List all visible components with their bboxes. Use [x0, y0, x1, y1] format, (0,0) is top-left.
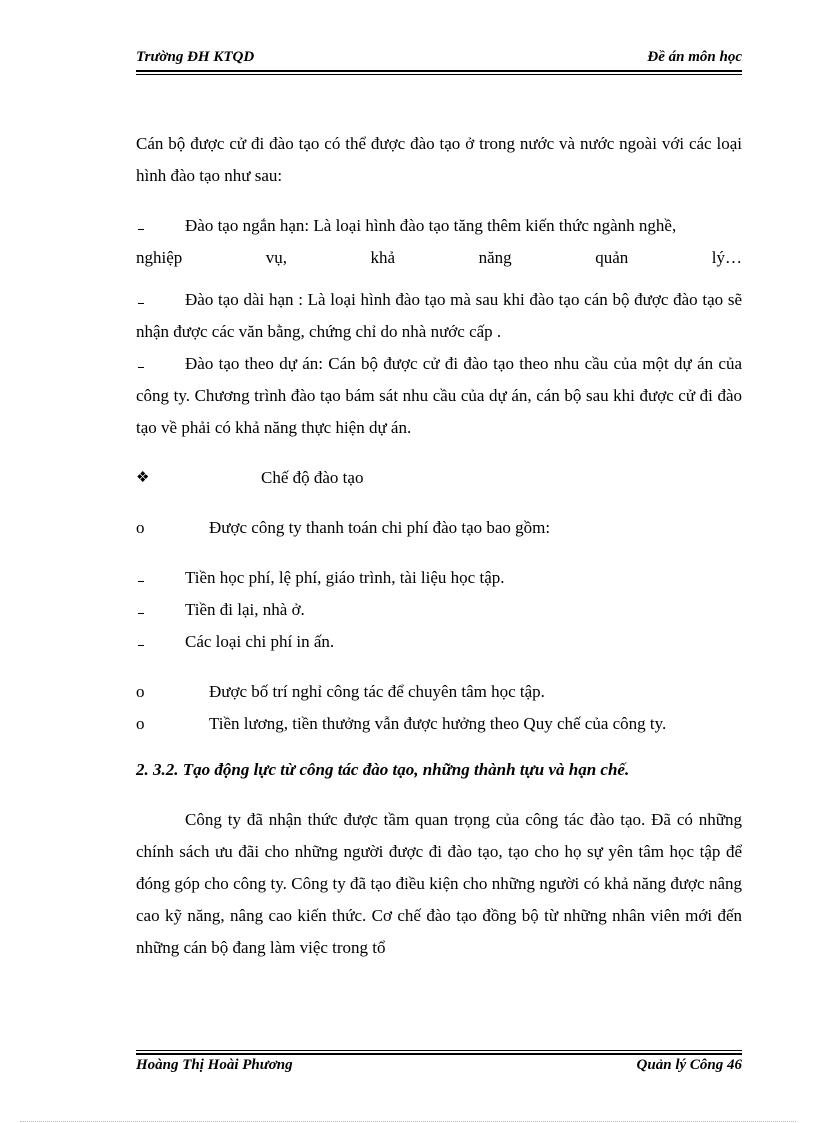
list-item: Tiền học phí, lệ phí, giáo trình, tài liệu học tập. — [136, 562, 742, 594]
diamond-bullet-icon: ❖ — [136, 470, 150, 486]
training-type-short-line2: nghiệp vụ, khả năng quản lý… — [136, 248, 742, 267]
footer-rule-thin — [136, 1050, 742, 1051]
header-doc-type: Đề án môn học — [647, 49, 742, 65]
header-rule-thin — [136, 74, 742, 75]
section-heading: 2. 3.2. Tạo động lực từ công tác đào tạo, những thành tựu và hạn chế. — [136, 760, 630, 779]
cost-intro-text: Được công ty thanh toán chi phí đào tạo bao gồm: — [209, 518, 551, 537]
training-type-short-line1: Đào tạo ngắn hạn: Là loại hình đào tạo tăng thêm kiến thức ngành nghề, — [185, 216, 677, 235]
cost-intro-item — [136, 512, 742, 544]
circle-bullet: o — [136, 714, 145, 733]
circle-bullet: o — [136, 518, 145, 537]
list-item: o Được bố trí nghỉ công tác để chuyên tâm học tập. — [136, 676, 742, 708]
header-rule — [136, 70, 742, 72]
dash-bullet — [136, 562, 185, 594]
list-item: Các loại chi phí in ấn. — [136, 626, 742, 658]
list-item: Tiền đi lại, nhà ở. — [136, 594, 742, 626]
dash-bullet — [136, 284, 185, 316]
training-type-project — [136, 348, 742, 444]
dash-bullet — [136, 348, 185, 380]
footer-rule — [136, 1053, 742, 1055]
closing-paragraph: Công ty đã nhận thức được tầm quan trọng của công tác đào tạo. Đã có những chính sách ưu đãi cho những người được đi đào tạo, tạo cho họ sự yên tâm học tập để đóng góp cho công ty. Công ty đã tạo điều kiện cho những người có khả năng được nâng cao kỹ năng, nâng cao kiến thức. Cơ chế đào tạo đồng bộ từ những nhân viên mới đến những cán bộ đang làm việc trong tổ — [136, 810, 742, 957]
intro-paragraph: Cán bộ được cử đi đào tạo có thể được đào tạo ở trong nước và nước ngoài với các loại hình đào tạo như sau: — [136, 134, 742, 185]
regime-heading — [136, 462, 742, 494]
training-type-long-text: Đào tạo dài hạn : Là loại hình đào tạo mà sau khi đào tạo cán bộ được đào tạo sẽ nhận được các văn bằng, chứng chỉ do nhà nước cấp . — [136, 290, 742, 341]
benefit-list — [136, 676, 742, 740]
regime-title: Chế độ đào tạo — [261, 468, 364, 487]
footer-author: Hoàng Thị Hoài Phương — [136, 1057, 293, 1073]
training-type-short — [136, 210, 742, 242]
cost-list — [136, 562, 742, 658]
document-body — [136, 128, 742, 964]
page-bottom-dotted-line — [20, 1121, 796, 1122]
dash-bullet — [136, 210, 185, 242]
page-header — [136, 49, 742, 66]
dash-bullet — [136, 626, 185, 658]
list-item: o Tiền lương, tiền thưởng vẫn được hưởng theo Quy chế của công ty. — [136, 708, 742, 740]
dash-bullet — [136, 594, 185, 626]
header-school: Trường ĐH KTQD — [136, 49, 255, 65]
page-footer — [136, 1057, 742, 1074]
training-type-long — [136, 284, 742, 348]
training-type-project-text: Đào tạo theo dự án: Cán bộ được cử đi đào tạo theo nhu cầu của một dự án của công ty. Chương trình đào tạo bám sát nhu cầu của dự án, cán bộ sau khi được cử đi đào tạo về phải có khả năng thực hiện dự án. — [136, 354, 742, 437]
footer-class: Quản lý Công 46 — [636, 1057, 742, 1073]
circle-bullet: o — [136, 682, 145, 701]
